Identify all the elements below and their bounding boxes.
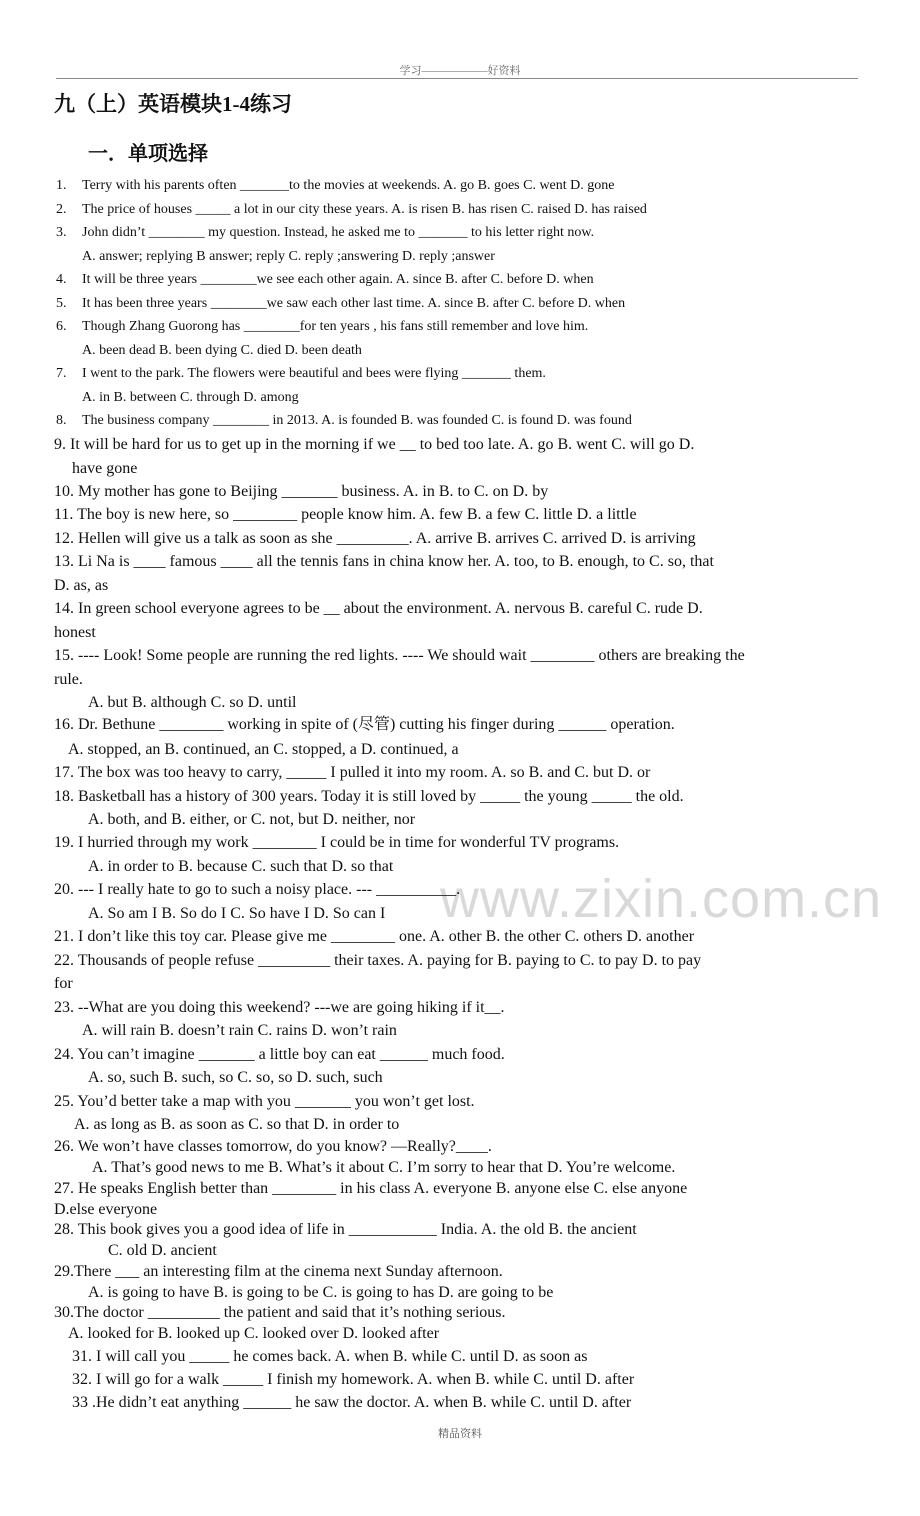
document-title: 九（上）英语模块1-4练习	[54, 92, 292, 116]
page-header: 学习——————好资料	[399, 65, 521, 77]
question-25: 25. You’d better take a map with you _______ you won’t get lost.	[54, 1093, 475, 1110]
question-6-options: A. been dead B. been dying C. died D. been death	[82, 343, 362, 358]
question-20: 20. --- I really hate to go to such a noisy place. --- __________.	[54, 881, 461, 898]
question-15: 15. ---- Look! Some people are running the red lights. ---- We should wait ________ others are breaking the	[54, 647, 745, 664]
question-17: 17. The box was too heavy to carry, _____ I pulled it into my room. A. so B. and C. but D. or	[54, 764, 651, 781]
question-14: 14. In green school everyone agrees to be __ about the environment. A. nervous B. careful C. rude D.	[54, 600, 703, 617]
question-30-options: A. looked for B. looked up C. looked over D. looked after	[68, 1325, 440, 1342]
question-3: 3. John didn’t ________ my question. Instead, he asked me to _______ to his letter right now.	[56, 225, 595, 240]
question-2: 2. The price of houses _____ a lot in our city these years. A. is risen B. has risen C. raised D. has raised	[56, 202, 647, 217]
question-33: 33 .He didn’t eat anything ______ he saw the doctor. A. when B. while C. until D. after	[72, 1394, 632, 1411]
question-6: 6. Though Zhang Guorong has ________for ten years , his fans still remember and love him.	[56, 319, 589, 334]
question-16: 16. Dr. Bethune ________ working in spite of (尽管) cutting his finger during ______ operation.	[54, 716, 675, 733]
question-18: 18. Basketball has a history of 300 years. Today it is still loved by _____ the young _____ the old.	[54, 788, 684, 805]
question-24: 24. You can’t imagine _______ a little boy can eat ______ much food.	[54, 1046, 505, 1063]
question-14-cont: honest	[54, 624, 96, 641]
question-12: 12. Hellen will give us a talk as soon as she _________. A. arrive B. arrives C. arrived D. is arriving	[54, 530, 696, 547]
question-7: 7. I went to the park. The flowers were beautiful and bees were flying _______ them.	[56, 366, 546, 381]
question-23-options: A. will rain B. doesn’t rain C. rains D. won’t rain	[82, 1022, 397, 1039]
question-20-options: A. So am I B. So do I C. So have I D. So can I	[88, 905, 386, 922]
question-30: 30.The doctor _________ the patient and said that it’s nothing serious.	[54, 1304, 506, 1321]
question-8: 8. The business company ________ in 2013. A. is founded B. was founded C. is found D. was found	[56, 413, 632, 428]
question-19-options: A. in order to B. because C. such that D. so that	[88, 858, 394, 875]
question-3-options: A. answer; replying B answer; reply C. reply ;answering D. reply ;answer	[82, 249, 495, 264]
question-16-options: A. stopped, an B. continued, an C. stopped, a D. continued, a	[68, 741, 459, 758]
question-29-options: A. is going to have B. is going to be C. is going to has D. are going to be	[88, 1284, 554, 1301]
question-4: 4. It will be three years ________we see each other again. A. since B. after C. before D. when	[56, 272, 594, 287]
question-13-cont: D. as, as	[54, 577, 109, 594]
question-29: 29.There ___ an interesting film at the cinema next Sunday afternoon.	[54, 1263, 503, 1280]
question-15-cont: rule.	[54, 671, 83, 688]
question-26: 26. We won’t have classes tomorrow, do you know? —Really?____.	[54, 1138, 492, 1155]
question-28-cont: C. old D. ancient	[108, 1242, 217, 1259]
question-21: 21. I don’t like this toy car. Please give me ________ one. A. other B. the other C. others D. another	[54, 928, 695, 945]
question-5: 5. It has been three years ________we saw each other last time. A. since B. after C. before D. when	[56, 296, 626, 311]
watermark: www.zixin.com.cn	[440, 869, 883, 929]
question-28: 28. This book gives you a good idea of life in ___________ India. A. the old B. the ancient	[54, 1221, 637, 1238]
page-footer: 精品资料	[438, 1428, 482, 1440]
question-25-options: A. as long as B. as soon as C. so that D. in order to	[74, 1116, 400, 1133]
question-32: 32. I will go for a walk _____ I finish my homework. A. when B. while C. until D. after	[72, 1371, 635, 1388]
question-19: 19. I hurried through my work ________ I could be in time for wonderful TV programs.	[54, 834, 620, 851]
section-title: 一．单项选择	[88, 143, 208, 165]
question-31: 31. I will call you _____ he comes back. A. when B. while C. until D. as soon as	[72, 1348, 588, 1365]
question-27: 27. He speaks English better than ________ in his class A. everyone B. anyone else C. else anyone	[54, 1180, 688, 1197]
question-13: 13. Li Na is ____ famous ____ all the tennis fans in china know her. A. too, to B. enough, to C. so, that	[54, 553, 714, 570]
question-9-cont: have gone	[72, 460, 138, 477]
question-1: 1. Terry with his parents often _______to the movies at weekends. A. go B. goes C. went D. gone	[56, 178, 615, 193]
question-10: 10. My mother has gone to Beijing _______ business. A. in B. to C. on D. by	[54, 483, 549, 500]
question-23: 23. --What are you doing this weekend? ---we are going hiking if it__.	[54, 999, 505, 1016]
question-9: 9. It will be hard for us to get up in the morning if we __ to bed too late. A. go B. went C. will go D.	[54, 436, 695, 453]
question-24-options: A. so, such B. such, so C. so, so D. such, such	[88, 1069, 383, 1086]
question-11: 11. The boy is new here, so ________ people know him. A. few B. a few C. little D. a little	[54, 506, 637, 523]
question-18-options: A. both, and B. either, or C. not, but D. neither, nor	[88, 811, 416, 828]
header-rule	[56, 78, 858, 79]
question-15-options: A. but B. although C. so D. until	[88, 694, 297, 711]
question-22: 22. Thousands of people refuse _________ their taxes. A. paying for B. paying to C. to pay D. to pay	[54, 952, 702, 969]
question-22-cont: for	[54, 975, 73, 992]
question-27-cont: D.else everyone	[54, 1201, 158, 1218]
question-7-options: A. in B. between C. through D. among	[82, 390, 299, 405]
question-26-options: A. That’s good news to me B. What’s it about C. I’m sorry to hear that D. You’re welcome.	[92, 1159, 676, 1176]
